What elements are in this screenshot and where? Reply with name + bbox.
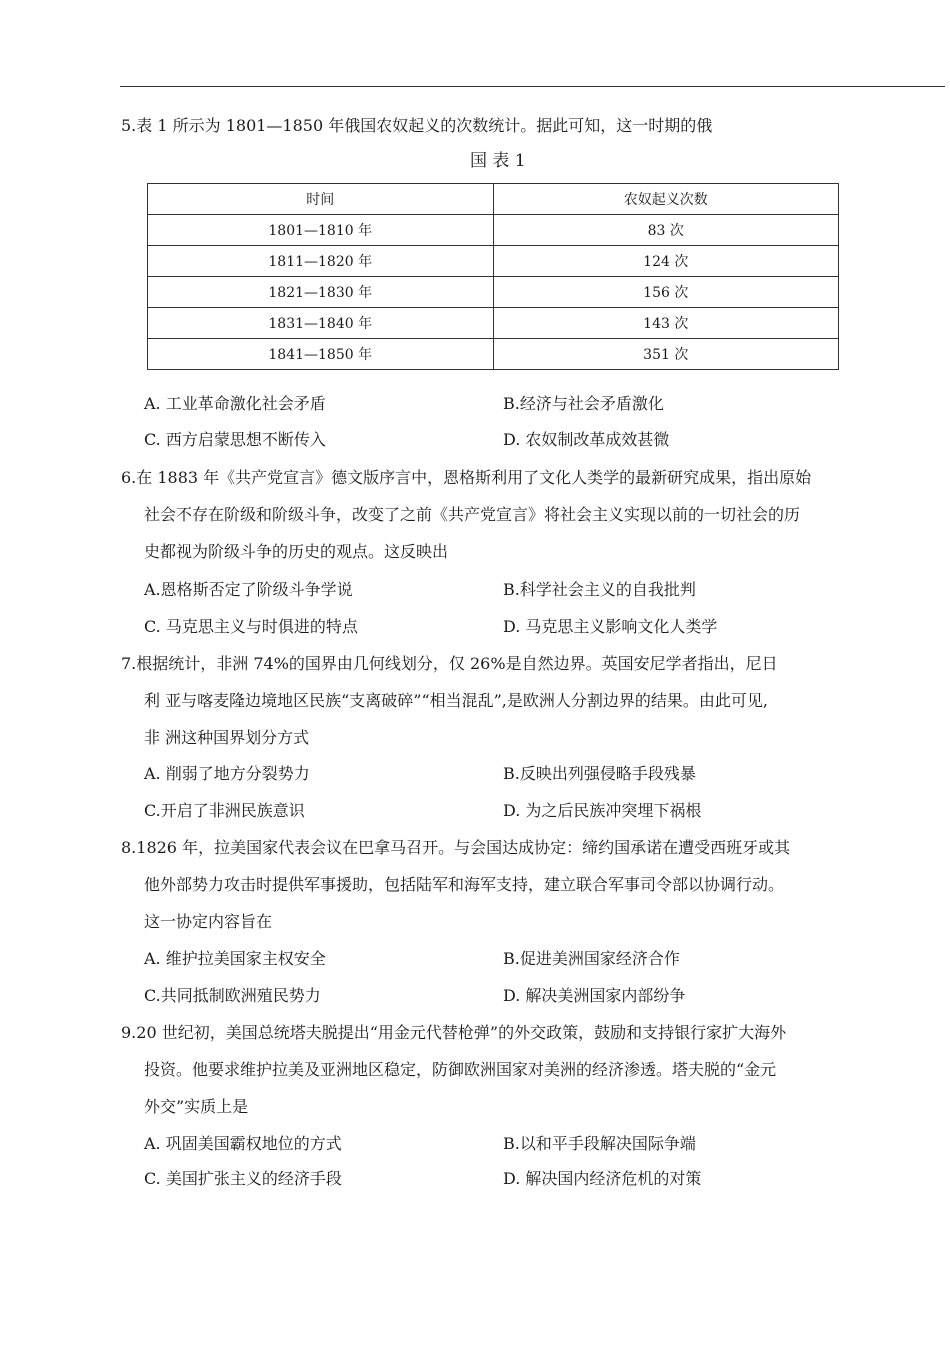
q8-stem-line-3: 这一协定内容旨在 (144, 912, 273, 931)
q8-stem-line-2: 他外部势力攻击时提供军事援助，包括陆军和海军支持，建立联合军事司令部以协调行动。 (144, 875, 785, 894)
q8-option-c[interactable]: C.共同抵制欧洲殖民势力 (144, 986, 321, 1005)
cell-period: 1811—1820 年 (148, 246, 494, 277)
q9-option-c[interactable]: C. 美国扩张主义的经济手段 (144, 1169, 342, 1188)
cell-count: 156 次 (493, 277, 839, 308)
q9-stem-line-2: 投资。他要求维护拉美及亚洲地区稳定，防御欧洲国家对美洲的经济渗透。塔夫脱的“金元 (144, 1060, 777, 1079)
table-header-row (148, 184, 839, 215)
header-rule (120, 86, 945, 87)
cell-count: 124 次 (493, 246, 839, 277)
q8-option-a[interactable]: A. 维护拉美国家主权安全 (144, 949, 326, 968)
q5-option-d[interactable]: D. 农奴制改革成效甚微 (503, 430, 670, 449)
q6-option-a[interactable]: A.恩格斯否定了阶级斗争学说 (144, 580, 353, 599)
q7-option-b[interactable]: B.反映出列强侵略手段残暴 (503, 764, 696, 783)
q7-stem-line-1: 7.根据统计，非洲 74%的国界由几何线划分，仅 26%是自然边界。英国安尼学者指出，尼日 (121, 654, 778, 673)
q9-stem-line-1: 9.20 世纪初，美国总统塔夫脱提出“用金元代替枪弹”的外交政策，鼓励和支持银行家扩大海外 (121, 1023, 787, 1042)
q6-stem-line-3: 史都视为阶级斗争的历史的观点。这反映出 (144, 542, 449, 561)
q7-stem-line-2: 利 亚与喀麦隆边境地区民族“支离破碎”“相当混乱”,是欧洲人分割边界的结果。由此可见, (144, 691, 768, 710)
header-period: 时间 (148, 184, 494, 215)
q9-option-a[interactable]: A. 巩固美国霸权地位的方式 (144, 1134, 342, 1153)
q7-option-c[interactable]: C.开启了非洲民族意识 (144, 801, 305, 820)
q9-option-b[interactable]: B.以和平手段解决国际争端 (503, 1134, 696, 1153)
cell-period: 1841—1850 年 (148, 339, 494, 370)
table-row (148, 308, 839, 339)
q6-option-d[interactable]: D. 马克思主义影响文化人类学 (503, 617, 718, 636)
header-count: 农奴起义次数 (493, 184, 839, 215)
q7-stem-line-3: 非 洲这种国界划分方式 (144, 728, 310, 747)
q6-stem-line-2: 社会不存在阶级和阶级斗争，改变了之前《共产党宣言》将社会主义实现以前的一切社会的历 (144, 505, 801, 524)
cell-count: 351 次 (493, 339, 839, 370)
cell-period: 1821—1830 年 (148, 277, 494, 308)
cell-period: 1831—1840 年 (148, 308, 494, 339)
table-row (148, 246, 839, 277)
q7-option-a[interactable]: A. 削弱了地方分裂势力 (144, 764, 310, 783)
cell-count: 143 次 (493, 308, 839, 339)
q9-stem-line-3: 外交”实质上是 (144, 1097, 249, 1116)
q9-option-d[interactable]: D. 解决国内经济危机的对策 (503, 1169, 702, 1188)
q7-option-d[interactable]: D. 为之后民族冲突埋下祸根 (503, 801, 702, 820)
q5-option-c[interactable]: C. 西方启蒙思想不断传入 (144, 430, 326, 449)
q6-option-b[interactable]: B.科学社会主义的自我批判 (503, 580, 696, 599)
table-row (148, 339, 839, 370)
q8-stem-line-1: 8.1826 年，拉美国家代表会议在巴拿马召开。与会国达成协定：缔约国承诺在遭受西班牙或其 (121, 838, 791, 857)
table-caption: 国 表 1 (470, 151, 526, 171)
uprising-table (147, 183, 839, 370)
q6-option-c[interactable]: C. 马克思主义与时俱进的特点 (144, 617, 358, 636)
q6-stem-line-1: 6.在 1883 年《共产党宣言》德文版序言中，恩格斯利用了文化人类学的最新研究成果，指出原始 (121, 468, 812, 487)
cell-period: 1801—1810 年 (148, 215, 494, 246)
table-row (148, 215, 839, 246)
q8-option-d[interactable]: D. 解决美洲国家内部纷争 (503, 986, 686, 1005)
q5-option-b[interactable]: B.经济与社会矛盾激化 (503, 394, 664, 413)
table-row (148, 277, 839, 308)
cell-count: 83 次 (493, 215, 839, 246)
q8-option-b[interactable]: B.促进美洲国家经济合作 (503, 949, 680, 968)
q5-option-a[interactable]: A. 工业革命激化社会矛盾 (144, 394, 326, 413)
q5-stem: 5.表 1 所示为 1801—1850 年俄国农奴起义的次数统计。据此可知，这一时期的俄 (121, 116, 713, 135)
